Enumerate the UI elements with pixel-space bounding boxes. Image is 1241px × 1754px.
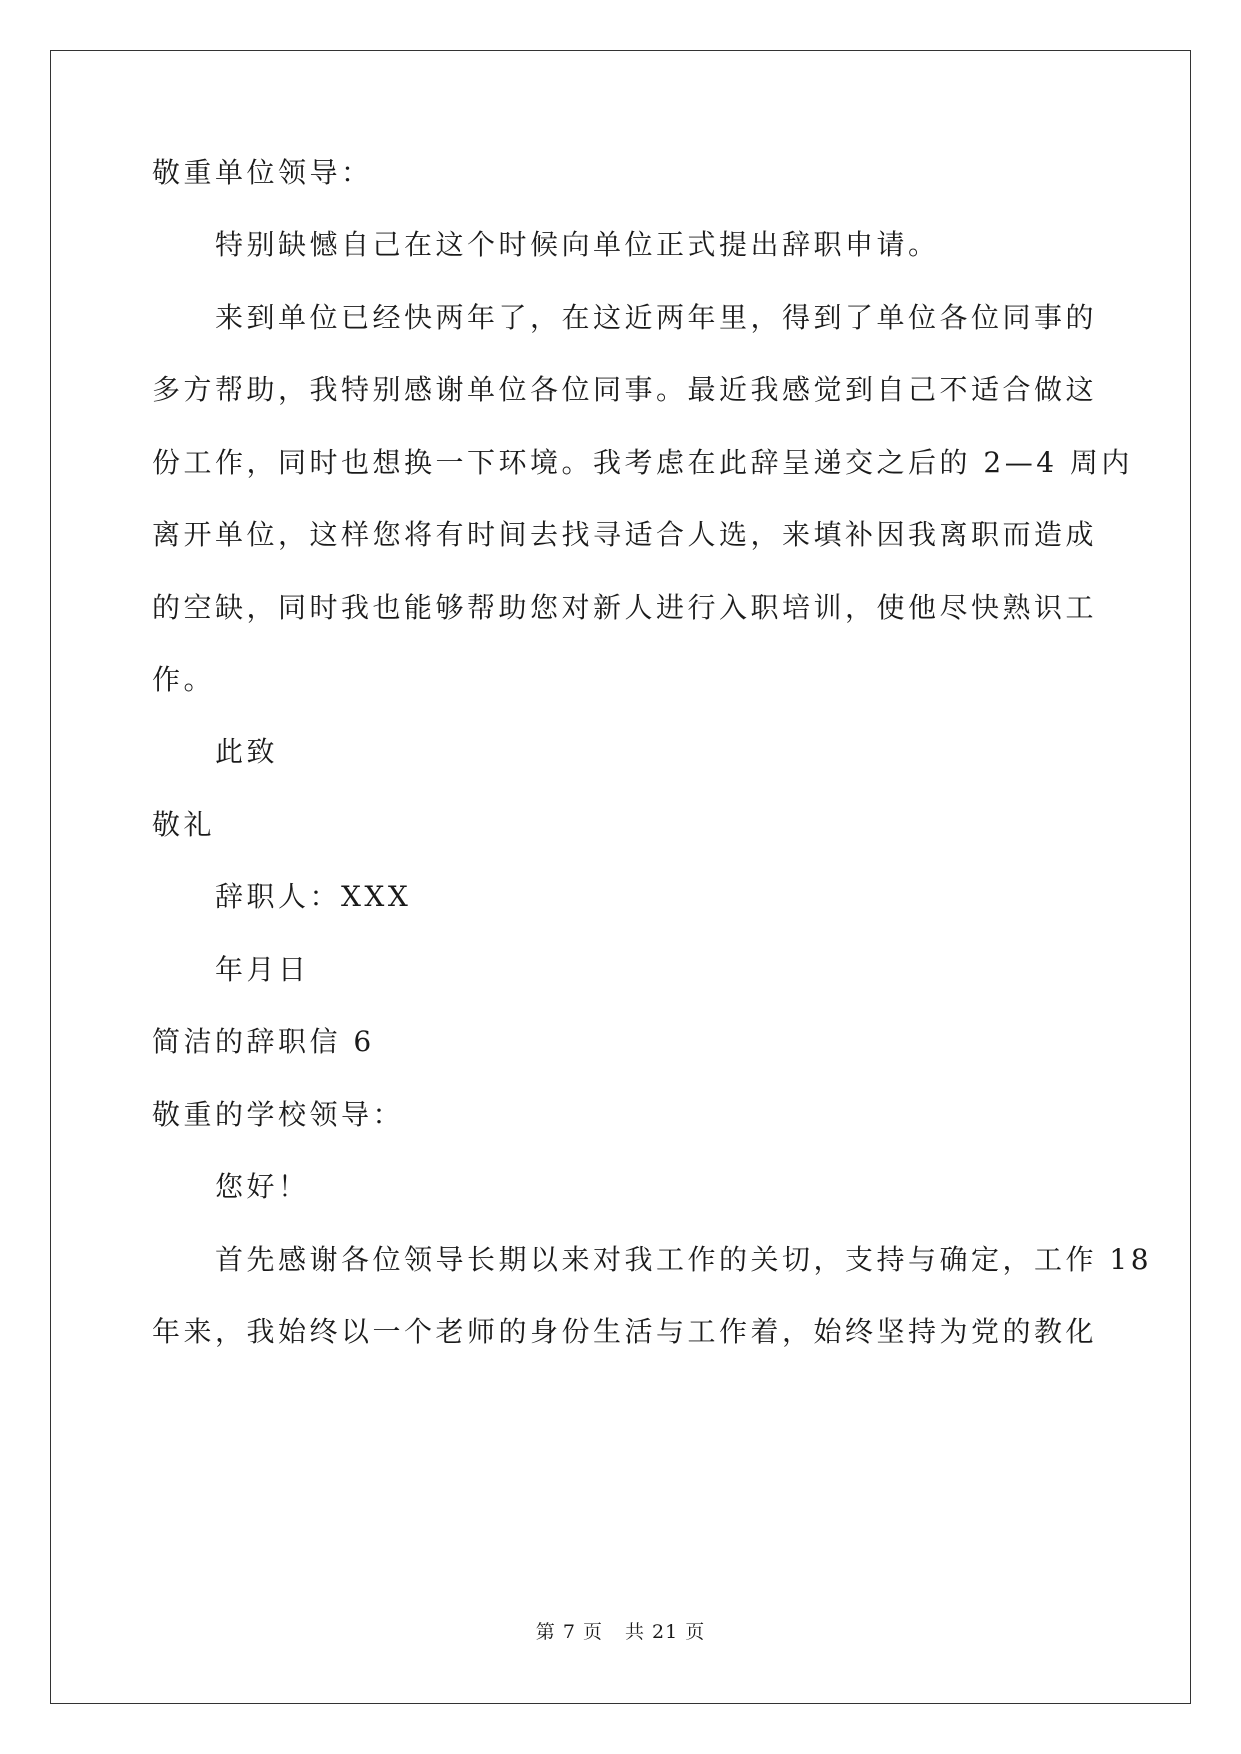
paragraph-line: 多方帮助，我特别感谢单位各位同事。最近我感觉到自己不适合做这: [152, 373, 1098, 406]
section-heading: 简洁的辞职信 6: [152, 1025, 375, 1058]
salutation: 敬重单位领导：: [152, 156, 373, 189]
page-number: 第 7 页: [535, 1621, 603, 1643]
page-total: 共 21 页: [624, 1621, 706, 1643]
closing-line: 此致: [215, 735, 279, 768]
paragraph-line: 离开单位，这样您将有时间去找寻适合人选，来填补因我离职而造成: [152, 518, 1098, 551]
closing-line: 敬礼: [152, 808, 216, 841]
paragraph-line: 首先感谢各位领导长期以来对我工作的关切，支持与确定，工作 18: [215, 1243, 1153, 1276]
paragraph-line: 份工作，同时也想换一下环境。我考虑在此辞呈递交之后的 2—4 周内: [152, 446, 1133, 479]
paragraph-line: 来到单位已经快两年了，在这近两年里，得到了单位各位同事的: [215, 301, 1098, 334]
paragraph-line: 的空缺，同时我也能够帮助您对新人进行入职培训，使他尽快熟识工: [152, 591, 1098, 624]
page-footer: [0, 1620, 1241, 1644]
salutation: 敬重的学校领导：: [152, 1098, 405, 1131]
paragraph-line: 作。: [152, 663, 216, 696]
greeting-line: 您好！: [215, 1170, 310, 1203]
paragraph-line: 年来，我始终以一个老师的身份生活与工作着，始终坚持为党的教化: [152, 1315, 1098, 1348]
signature-line: 辞职人：XXX: [215, 880, 412, 913]
date-line: 年月日: [215, 953, 310, 986]
paragraph-line: 特别缺憾自己在这个时候向单位正式提出辞职申请。: [215, 228, 940, 261]
